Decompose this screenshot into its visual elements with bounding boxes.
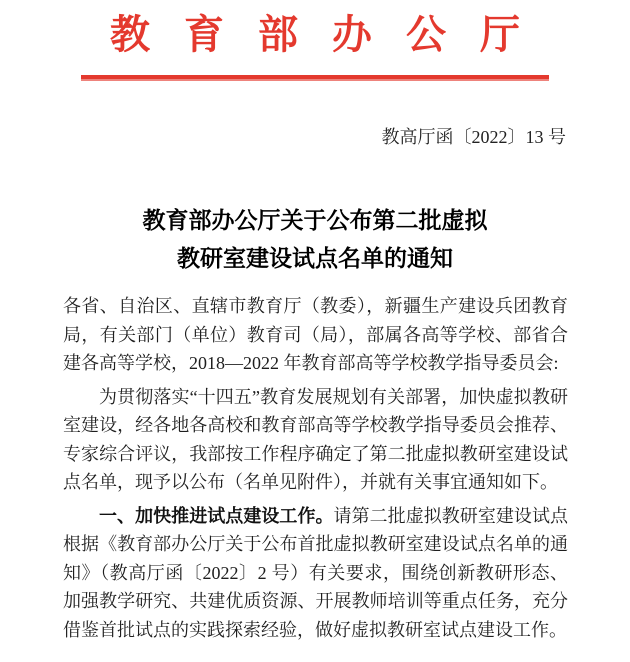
doc-title-line-1: 教育部办公厅关于公布第二批虚拟 xyxy=(142,208,488,233)
letterhead-org-name: 教育部办公厅 xyxy=(110,12,554,57)
doc-title-line-2: 教研室建设试点名单的通知 xyxy=(177,246,453,271)
letterhead-header xyxy=(0,0,630,81)
paragraph-intro: 为贯彻落实“十四五”教育发展规划有关部署，加快虚拟教研室建设，经各地各高校和教育部高等学校教学指导委员会推荐、专家综合评议，我部按工作程序确定了第二批虚拟教研室建设试点名单，现予以公布（名单见附件），并就有关事宜通知如下。 xyxy=(63,386,568,492)
doc-body xyxy=(63,292,568,644)
doc-number: 教高厅函〔2022〕13 号 xyxy=(381,127,566,147)
letterhead-divider xyxy=(81,75,549,81)
paragraph-recipients: 各省、自治区、直辖市教育厅（教委），新疆生产建设兵团教育局，有关部门（单位）教育司（局），部属各高等学校、部省合建各高等学校，2018—2022 年教育部高等学校教学指导委员会: xyxy=(63,296,568,373)
doc-title xyxy=(0,202,630,278)
item1-text: 请第二批虚拟教研室建设试点根据《教育部办公厅关于公布首批虚拟教研室建设试点名单的通知》（教高厅函〔2022〕2 号）有关要求，围绕创新教研形态、加强教学研究、共建优质资源、开展教师培训等重点任务，充分借鉴首批试点的实践探索经验，做好虚拟教研室试点建设工作。 xyxy=(63,505,569,640)
paragraph-item1 xyxy=(63,502,568,645)
item1-heading: 一、加快推进试点建设工作。 xyxy=(99,505,334,526)
